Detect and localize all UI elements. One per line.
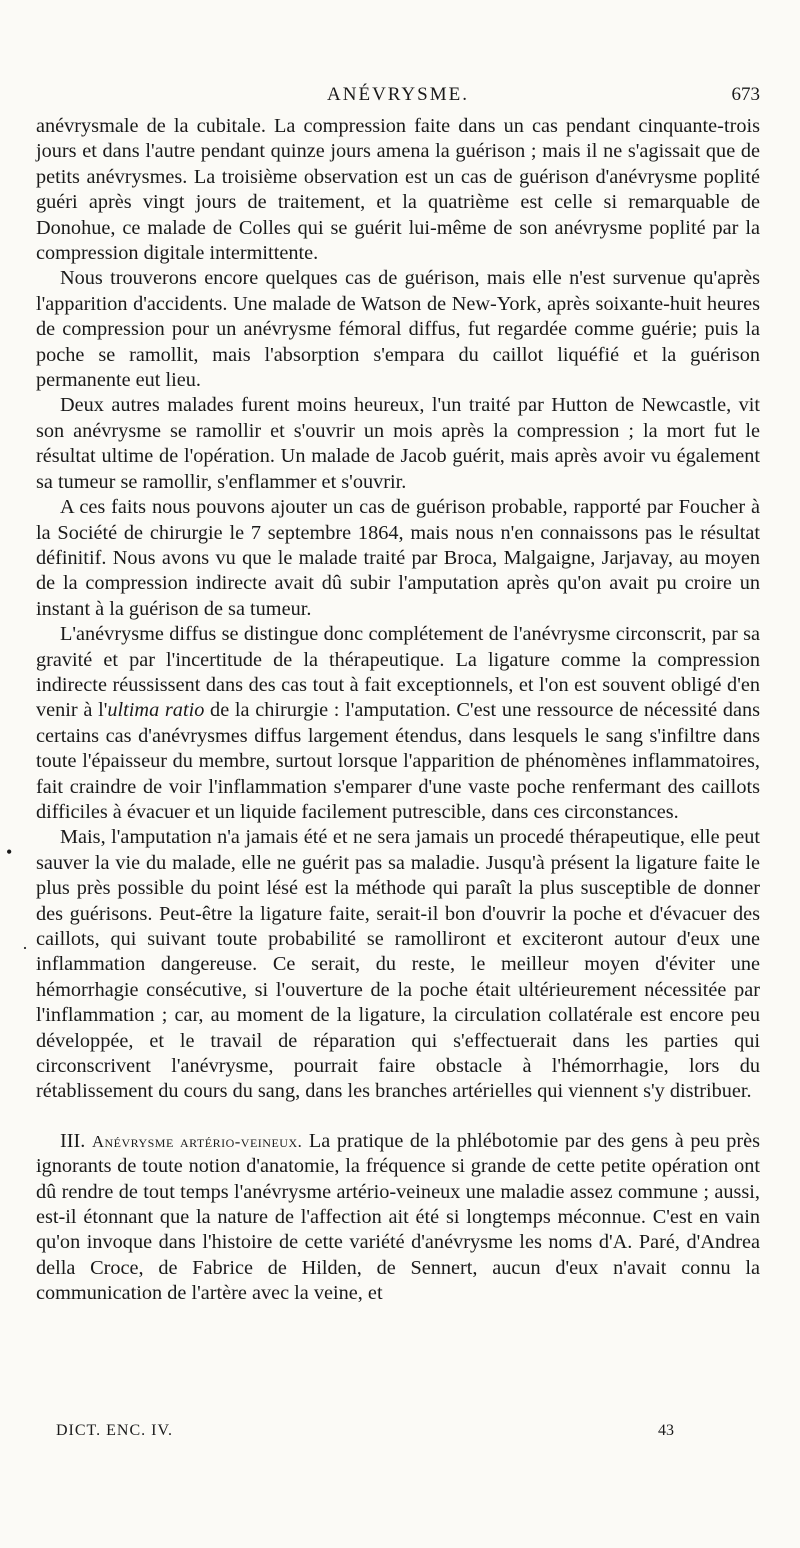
paragraph-3: Deux autres malades furent moins heureux, l'un traité par Hutton de Newcastle, vit son anévrysme se ramollir et s'ouvrir un mois après la compression ; la mort fut le résultat ultime de l'opération. Un malade de Jacob guérit, mais après avoir vu également sa tumeur se ramollir, s'enflammer et s'ouvrir. <box>36 394 760 493</box>
paragraph-5 <box>36 622 760 825</box>
page-number: 673 <box>731 84 760 105</box>
body-text <box>36 114 760 1307</box>
book-page <box>36 84 760 1307</box>
paragraph-5-end: de la chirurgie : l'amputation. C'est une ressource de nécessité dans certains cas d'anévrysmes diffus largement étendus, dans lesquels le sang s'infiltre dans toute l'épaisseur du membre, surtout lorsque l'apparition de phénomènes inflammatoires, fait craindre de voir l'inflammation s'emparer d'une vaste poche renfermant des caillots difficiles à évacuer et un liquide facilement putrescible, dans ces circonstances. <box>36 699 760 823</box>
page-footer <box>56 1422 674 1440</box>
margin-dot: · <box>22 938 28 958</box>
signature-mark: DICT. ENC. IV. <box>56 1422 173 1439</box>
paragraph-1: anévrysmale de la cubitale. La compression faite dans un cas pendant cinquante-trois jours et dans l'autre pendant quinze jours amena la guérison ; mais il ne s'agissait que de petits anévrysmes. La troisième observation est un cas de guérison d'anévrysme poplité guéri après vingt jours de traitement, et la quatrième est celle si remarquable de Donohue, ce malade de Colles qui se guérit lui-même de son anévrysme poplité par la compression digitale intermittente. <box>36 115 760 265</box>
section-number: III. <box>60 1129 86 1152</box>
paragraph-2: Nous trouverons encore quelques cas de guérison, mais elle n'est survenue qu'après l'apparition d'accidents. Une malade de Watson de New-York, après soixante-huit heures de compression pour un anévrysme fémoral diffus, fut regardée comme guérie; puis la poche se ramollit, mais l'absorption s'empara du caillot liquéfié et la guérison permanente eut lieu. <box>36 267 760 392</box>
paragraph-4: A ces faits nous pouvons ajouter un cas de guérison probable, rapporté par Foucher à la Société de chirurgie le 7 septembre 1864, mais nous n'en connaissons pas le résultat définitif. Nous avons vu que le malade traité par Broca, Malgaigne, Jarjavay, au moyen de la compression indirecte avait dû subir l'amputation après qu'on avait pu croire un instant à la guérison de sa tumeur. <box>36 496 760 620</box>
running-title: ANÉVRYSME. <box>327 84 469 105</box>
section-text: La pratique de la phlébotomie par des gens à peu près ignorants de toute notion d'anatomie, la fréquence si grande de cette petite opération ont dû rendre de tout temps l'anévrysme artério-veineux une maladie assez commune ; aussi, est-il étonnant que la nature de l'affection ait été si longtemps méconnue. C'est en vain qu'on invoque dans l'histoire de cette variété d'anévrysme les noms d'A. Paré, d'Andrea della Croce, de Fabrice de Hilden, de Sennert, aucun d'eux n'avait connu la communication de l'artère avec la veine, et <box>36 1129 761 1305</box>
paragraph-6: Mais, l'amputation n'a jamais été et ne sera jamais un procedé thérapeutique, elle peut sauver la vie du malade, elle ne guérit pas sa maladie. Jusqu'à présent la ligature faite le plus près possible du point lésé est la méthode qui paraît la plus susceptible de donner des guérisons. Peut-être la ligature faite, serait-il bon d'ouvrir la poche et d'évacuer des caillots, qui suivant toute probabilité se ramolliront et exciteront autour d'eux une inflammation dangereuse. Ce serait, du reste, le meilleur moyen d'éviter une hémorrhagie consécutive, si l'ouverture de la poche était ultérieurement nécessitée par l'inflammation ; car, au moment de la ligature, la circulation collatérale est encore peu développée, et le travail de réparation qui s'effectuerait dans les parties qui circonscrivent l'anévrysme, pourrait faire obstacle à l'hémorrhagie, lors du rétablissement du cours du sang, dans les branches artérielles qui viennent s'y distribuer. <box>36 826 760 1103</box>
margin-dot: • <box>6 842 13 862</box>
running-head <box>36 84 760 114</box>
section-paragraph <box>36 1129 760 1307</box>
section-heading: Anévrysme artério-veineux. <box>91 1131 303 1151</box>
sheet-number: 43 <box>658 1422 674 1439</box>
latin-phrase: ultima ratio <box>107 699 205 722</box>
paragraph-5-start: L'anévrysme diffus se distingue donc complétement de l'anévrysme circonscrit, par sa gravité et par l'incertitude de la thérapeutique. La ligature comme la compression indirecte réussissent dans des cas tout à fait exceptionnels, et l'on est souvent obligé d'en venir à l' <box>36 623 760 722</box>
